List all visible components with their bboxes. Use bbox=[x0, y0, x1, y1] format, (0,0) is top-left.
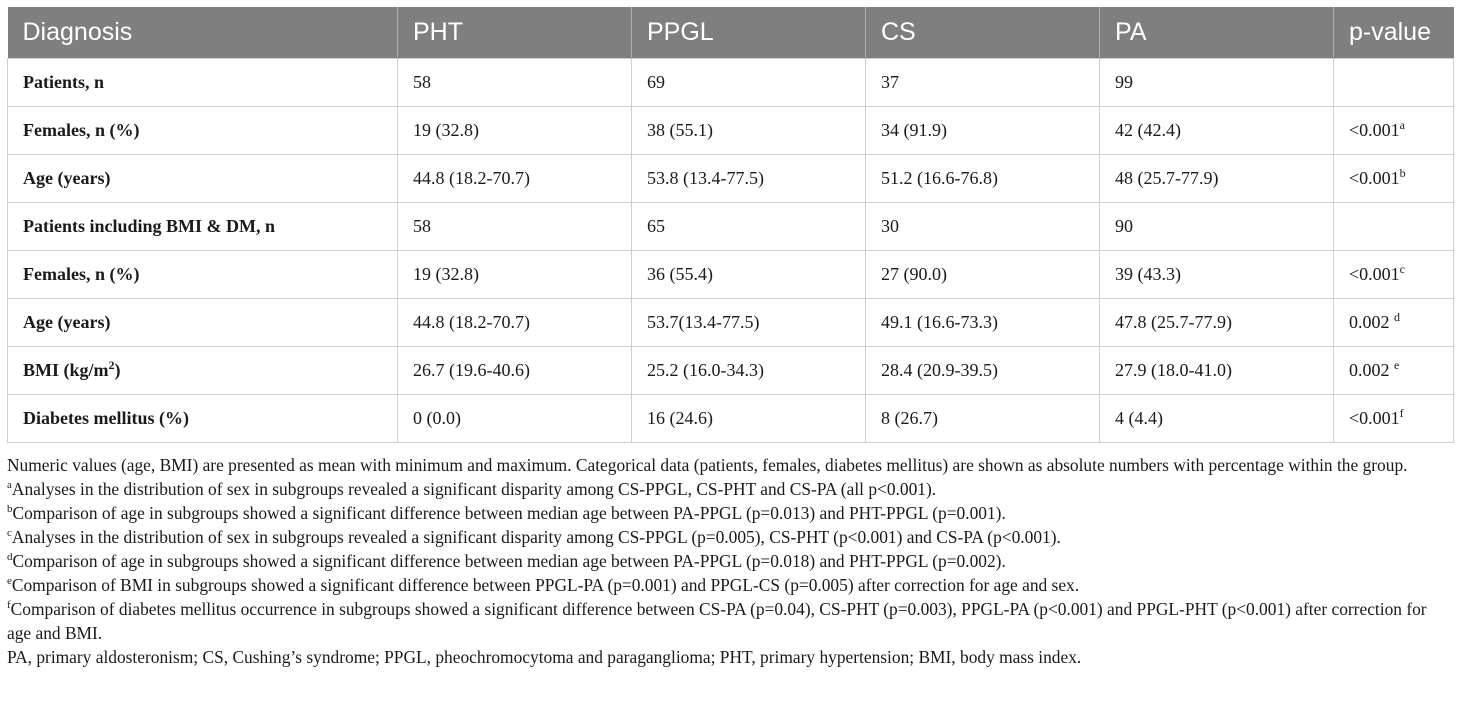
table-cell: 38 (55.1) bbox=[632, 106, 866, 154]
table-cell: 69 bbox=[632, 58, 866, 106]
p-value-cell: <0.001$^f$ bbox=[1334, 394, 1454, 442]
table-cell: 26.7 (19.6-40.6) bbox=[398, 346, 632, 394]
table-cell: 47.8 (25.7-77.9) bbox=[1100, 298, 1334, 346]
footnote: $^b$Comparison of age in subgroups showed a significant difference between median age between PA-PPGL (p=0.013) and PHT-PPGL (p=0.001). bbox=[7, 503, 1006, 523]
table-cell: 0 (0.0) bbox=[398, 394, 632, 442]
table-cell: 58 bbox=[398, 202, 632, 250]
table-cell: 19 (32.8) bbox=[398, 250, 632, 298]
header-diagnosis: Diagnosis bbox=[8, 7, 398, 58]
table-cell: 19 (32.8) bbox=[398, 106, 632, 154]
table-cell: 39 (43.3) bbox=[1100, 250, 1334, 298]
row-label: Patients including BMI & DM, n bbox=[8, 202, 398, 250]
table-cell: 4 (4.4) bbox=[1100, 394, 1334, 442]
row-label: Females, n (%) bbox=[8, 250, 398, 298]
row-label: Females, n (%) bbox=[8, 106, 398, 154]
table-cell: 28.4 (20.9-39.5) bbox=[866, 346, 1100, 394]
table-container bbox=[7, 7, 1453, 443]
header-pa: PA bbox=[1100, 7, 1334, 58]
table-cell: 90 bbox=[1100, 202, 1334, 250]
table-cell: 8 (26.7) bbox=[866, 394, 1100, 442]
table-cell: 34 (91.9) bbox=[866, 106, 1100, 154]
table-cell: 49.1 (16.6-73.3) bbox=[866, 298, 1100, 346]
table-row bbox=[8, 202, 1454, 250]
table-cell: 48 (25.7-77.9) bbox=[1100, 154, 1334, 202]
table-cell: 51.2 (16.6-76.8) bbox=[866, 154, 1100, 202]
notes-intro: Numeric values (age, BMI) are presented as mean with minimum and maximum. Categorical data (patients, females, diabetes mellitus) are shown as absolute numbers with percentage within the group. bbox=[7, 455, 1408, 475]
table-cell: 27.9 (18.0-41.0) bbox=[1100, 346, 1334, 394]
table-cell: 53.7(13.4-77.5) bbox=[632, 298, 866, 346]
header-p-value: p-value bbox=[1334, 7, 1454, 58]
footnotes-list bbox=[7, 477, 1453, 645]
table-cell: 25.2 (16.0-34.3) bbox=[632, 346, 866, 394]
header-pht: PHT bbox=[398, 7, 632, 58]
p-value-cell bbox=[1334, 202, 1454, 250]
table-row bbox=[8, 154, 1454, 202]
table-cell: 44.8 (18.2-70.7) bbox=[398, 298, 632, 346]
table-cell: 36 (55.4) bbox=[632, 250, 866, 298]
p-value-cell: 0.002 $^e$ bbox=[1334, 346, 1454, 394]
table-cell: 37 bbox=[866, 58, 1100, 106]
table-row bbox=[8, 298, 1454, 346]
table-cell: 42 (42.4) bbox=[1100, 106, 1334, 154]
table-cell: 53.8 (13.4-77.5) bbox=[632, 154, 866, 202]
p-value-cell: <0.001$^a$ bbox=[1334, 106, 1454, 154]
abbreviations: PA, primary aldosteronism; CS, Cushing’s syndrome; PPGL, pheochromocytoma and paraganglioma; PHT, primary hypertension; BMI, body mass index. bbox=[7, 647, 1082, 667]
table-row bbox=[8, 58, 1454, 106]
row-label: Patients, n bbox=[8, 58, 398, 106]
footnote: $^d$Comparison of age in subgroups showed a significant difference between median age between PA-PPGL (p=0.018) and PHT-PPGL (p=0.002). bbox=[7, 551, 1006, 571]
header-ppgl: PPGL bbox=[632, 7, 866, 58]
p-value-cell: 0.002 $^d$ bbox=[1334, 298, 1454, 346]
table-row bbox=[8, 250, 1454, 298]
table-cell: 16 (24.6) bbox=[632, 394, 866, 442]
data-table bbox=[7, 7, 1454, 443]
row-label: Age (years) bbox=[8, 298, 398, 346]
table-row bbox=[8, 394, 1454, 442]
table-cell: 30 bbox=[866, 202, 1100, 250]
table-cell: 58 bbox=[398, 58, 632, 106]
table-row bbox=[8, 346, 1454, 394]
table-notes bbox=[7, 453, 1453, 669]
table-cell: 44.8 (18.2-70.7) bbox=[398, 154, 632, 202]
table-row bbox=[8, 106, 1454, 154]
table-cell: 65 bbox=[632, 202, 866, 250]
p-value-cell: <0.001$^b$ bbox=[1334, 154, 1454, 202]
footnote: $^a$Analyses in the distribution of sex in subgroups revealed a significant disparity among CS-PPGL, CS-PHT and CS-PA (all p<0.001). bbox=[7, 479, 937, 499]
row-label: BMI $(kg/m^2)$ bbox=[8, 346, 398, 394]
row-label: Age (years) bbox=[8, 154, 398, 202]
footnote: $^e$Comparison of BMI in subgroups showed a significant difference between PPGL-PA (p=0.001) and PPGL-CS (p=0.005) after correction for age and sex. bbox=[7, 575, 1080, 595]
p-value-cell: <0.001$^c$ bbox=[1334, 250, 1454, 298]
footnote: $^c$Analyses in the distribution of sex in subgroups revealed a significant disparity among CS-PPGL (p=0.005), CS-PHT (p<0.001) and CS-PA (p<0.001). bbox=[7, 527, 1061, 547]
header-row bbox=[8, 7, 1454, 58]
table-cell: 99 bbox=[1100, 58, 1334, 106]
footnote: $^f$Comparison of diabetes mellitus occurrence in subgroups showed a significant difference between CS-PA (p=0.04), CS-PHT (p=0.003), PPGL-PA (p<0.001) and PPGL-PHT (p<0.001) after correction for age and BMI. bbox=[7, 599, 1427, 643]
p-value-cell bbox=[1334, 58, 1454, 106]
row-label: Diabetes mellitus (%) bbox=[8, 394, 398, 442]
header-cs: CS bbox=[866, 7, 1100, 58]
table-cell: 27 (90.0) bbox=[866, 250, 1100, 298]
